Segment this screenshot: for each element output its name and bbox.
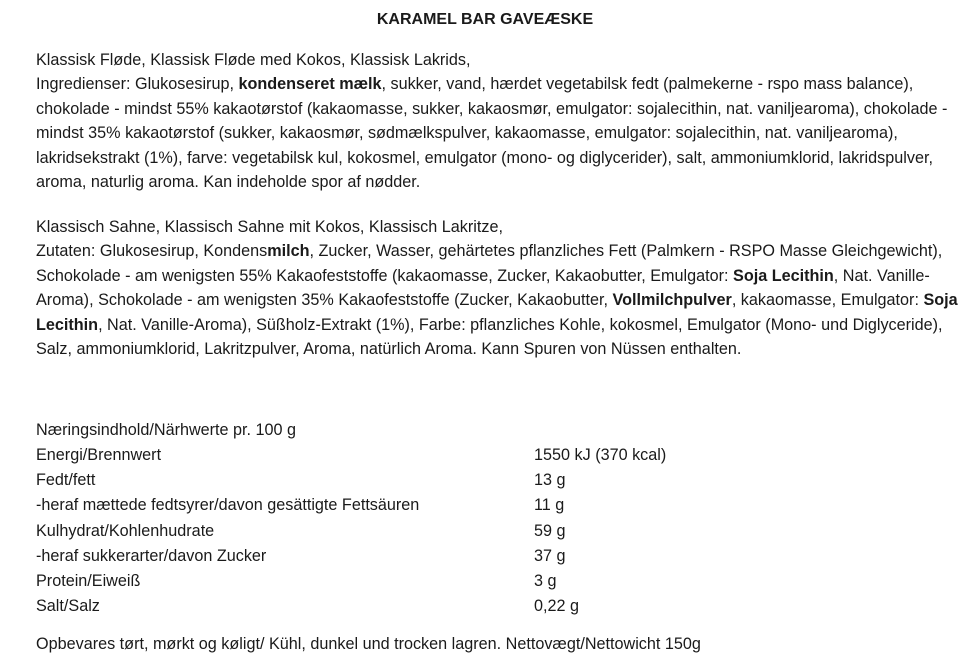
- nutrition-row-protein: [36, 569, 666, 594]
- nutrition-value: 3 g: [534, 572, 557, 591]
- german-allergen-soja-1: Soja Lecithin: [733, 266, 834, 285]
- german-allergen-milch: milch: [267, 242, 310, 261]
- german-ingredients-section: [36, 215, 961, 361]
- german-product-list: Klassisch Sahne, Klassisch Sahne mit Kokos, Klassisch Lakritze,: [36, 218, 503, 236]
- nutrition-value: 0,22 g: [534, 597, 580, 616]
- nutrition-value: 13 g: [534, 471, 566, 490]
- nutrition-value: 1550 kJ (370 kcal): [534, 446, 667, 464]
- german-ingredients-part-2: , Zucker, Wasser, gehärtetes pflanzliches Fett (Palmkern - RSPO Masse Gleichgewicht), Schokolade - am wenigsten 55% Kakaofeststoffe (kakaomasse, Zucker, Kakaobutter, Emulgator:: [36, 242, 943, 285]
- document-title: KARAMEL BAR GAVEÆSKE: [376, 11, 594, 28]
- danish-ingredients-prefix: Ingredienser: Glukosesirup,: [36, 75, 239, 94]
- german-allergen-soja-2: Soja Lecithin: [36, 291, 958, 334]
- nutrition-row-salt: [36, 594, 666, 619]
- nutrition-header: Næringsindhold/Närhwerte pr. 100 g: [36, 421, 297, 439]
- nutrition-table: [36, 443, 666, 619]
- nutrition-row-energy: [36, 443, 666, 468]
- german-ingredients-part-1: Zutaten: Glukosesirup, Kondens: [36, 242, 268, 261]
- german-ingredients-part-5: , Nat. Vanille-Aroma), Süßholz-Extrakt (1%), Farbe: pflanzliches Kohle, kokosmel, Emulgator (Mono- und Diglyceride), Salz, ammoniumklorid, Lakritzpulver, Aroma, natürlich Aroma. Kann Spuren von Nüssen enthalten.: [36, 315, 943, 359]
- nutrition-row-carbohydrate: [36, 519, 666, 544]
- danish-ingredients-section: [36, 48, 961, 194]
- nutrition-row-sugars: [36, 544, 666, 569]
- nutrition-label: Protein/Eiweiß: [36, 572, 141, 591]
- nutrition-label: -heraf mættede fedtsyrer/davon gesättigte Fettsäuren: [36, 496, 420, 515]
- nutrition-label: Kulhydrat/Kohlenhudrate: [36, 521, 215, 540]
- danish-ingredients-text: , sukker, vand, hærdet vegetabilsk fedt (palmekerne - rspo mass balance), chokolade - mindst 55% kakaotørstof (kakaomasse, sukker, kakaosmør, emulgator: sojalecithin, nat. vaniljearoma), chokolade - mindst 35% kakaotørstof (sukker, kakaosmør, sødmælkspulver, kakaomasse, emulgator: sojalecithin, nat. vaniljearoma), lakridsekstrakt (1%), farve: vegetabilsk kul, kokosmel, emulgator (mono- og diglycerider), salt, ammoniumklorid, lakridspulver, aroma, naturlig aroma. Kan indeholde spor af nødder.: [36, 75, 948, 192]
- nutrition-label: -heraf sukkerarter/davon Zucker: [36, 546, 267, 565]
- nutrition-value: 11 g: [534, 496, 565, 515]
- danish-product-list: Klassisk Fløde, Klassisk Fløde med Kokos, Klassisk Lakrids,: [36, 51, 471, 69]
- german-ingredients-part-3: , Nat. Vanille-Aroma), Schokolade - am wenigsten 35% Kakaofeststoffe (Zucker, Kakaobutter,: [36, 266, 930, 310]
- nutrition-value: 37 g: [534, 546, 566, 565]
- nutrition-row-saturated-fat: [36, 493, 666, 518]
- nutrition-row-fat: [36, 468, 666, 493]
- nutrition-label: Energi/Brennwert: [36, 446, 162, 464]
- nutrition-label: Salt/Salz: [36, 597, 100, 616]
- german-ingredients-part-4: , kakaomasse, Emulgator:: [731, 291, 924, 310]
- nutrition-value: 59 g: [534, 521, 566, 540]
- nutrition-label: Fedt/fett: [36, 471, 96, 490]
- danish-allergen-milk: kondenseret mælk: [238, 75, 382, 94]
- german-allergen-vollmilch: Vollmilchpulver: [612, 291, 732, 310]
- storage-and-net-weight: Opbevares tørt, mørkt og køligt/ Kühl, dunkel und trocken lagren. Nettovægt/Nettowicht 150g: [36, 635, 701, 653]
